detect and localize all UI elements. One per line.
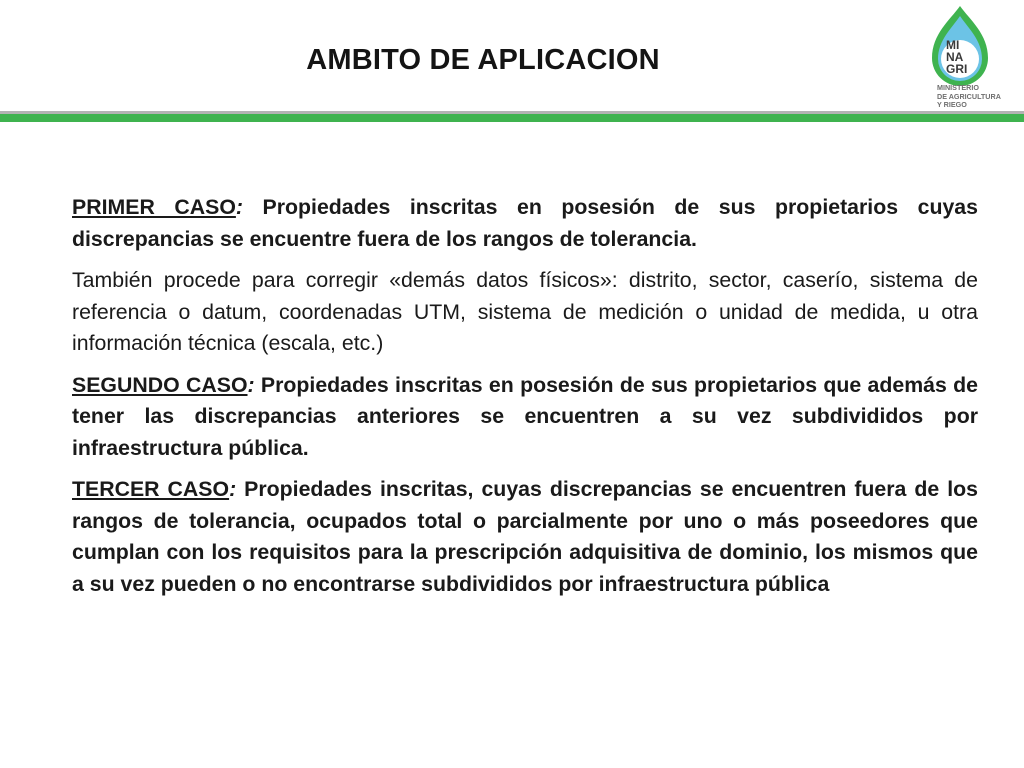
logo-line-1: MI (946, 38, 960, 52)
logo-caption (937, 84, 1023, 110)
logo-line-3: GRI (946, 62, 968, 76)
tercer-caso-text: Propiedades inscritas, cuyas discrepancias se encuentren fuera de los rangos de tolerancia, ocupados total o parcialmente por uno o más poseedores que cumplan con los requisitos para la prescripción adquisitiva de dominio, los mismos que a su vez pueden o no encontrarse subdivididos por infraestructura pública (72, 477, 978, 596)
slide-title: AMBITO DE APLICACION (306, 44, 660, 76)
segundo-caso-text: Propiedades inscritas en posesión de sus propietarios que además de tener las discrepancias anteriores se encuentren a su vez subdivididos por infraestructura pública. (72, 372, 978, 460)
segundo-caso-label: SEGUNDO CASO (72, 372, 248, 397)
primer-caso-sep: : (235, 195, 243, 219)
tercer-caso-sep: : (229, 477, 237, 501)
primer-caso-text: Propiedades inscritas en posesión de sus propietarios cuyas discrepancias se encuentre fuera de los rangos de tolerancia. (72, 195, 978, 251)
logo-caption-line-1: MINISTERIO (937, 83, 979, 92)
segundo-caso-sep: : (247, 372, 255, 397)
tercer-caso-label: TERCER CASO (72, 477, 230, 501)
segundo-caso-paragraph (72, 370, 978, 465)
logo-caption-line-3: Y RIEGO (937, 100, 967, 110)
logo-caption-line-2: DE AGRICULTURA (937, 91, 1001, 101)
primer-caso-label: PRIMER CASO (72, 195, 236, 219)
tercer-caso-paragraph (72, 474, 978, 600)
primer-caso-paragraph (72, 192, 978, 255)
logo-line-2: NA (946, 50, 964, 64)
header-divider-green (0, 114, 1024, 122)
slide-body (72, 192, 978, 610)
datos-fisicos-paragraph: También procede para corregir «demás datos físicos»: distrito, sector, caserío, sistema de referencia o datum, coordenadas UTM, sistema de medición o unidad de medida, u otra información técnica (escala, etc.) (72, 268, 978, 355)
